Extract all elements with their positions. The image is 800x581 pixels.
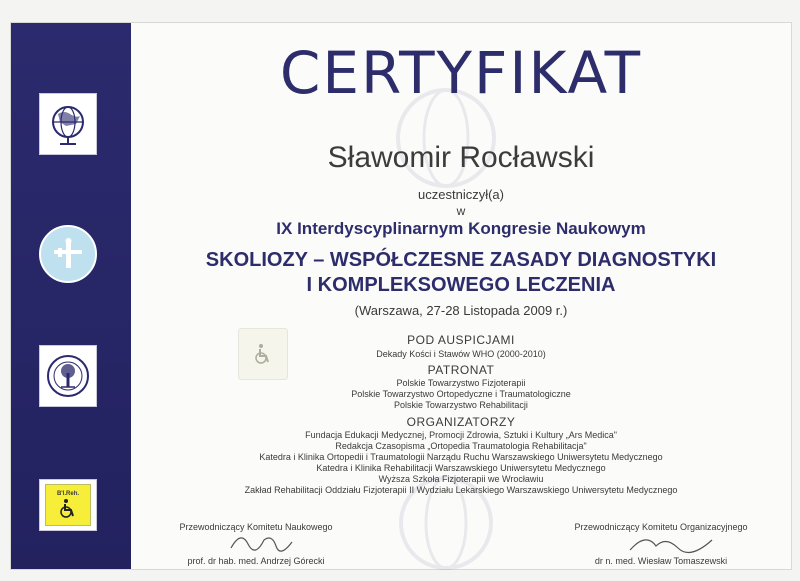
organizer-item: Zakład Rehabilitacji Oddziału Fizjoterapii II Wydziału Lekarskiego Warszawskiego Uniwersytetu Medycznego	[244, 485, 678, 495]
patronage-item: Polskie Towarzystwo Fizjoterapii	[396, 378, 526, 388]
organizers-heading: ORGANIZATORZY	[406, 415, 516, 429]
patronage-heading: PATRONAT	[427, 363, 495, 377]
organizer-item: Wyższa Szkoła Fizjoterapii we Wrocławiu	[378, 474, 544, 484]
signature-right	[571, 522, 751, 566]
patronage-item: Polskie Towarzystwo Ortopedyczne i Traumatologiczne	[351, 389, 571, 399]
organizer-item: Katedra i Klinika Rehabilitacji Warszawskiego Uniwersytetu Medycznego	[316, 463, 606, 473]
preposition-text: w	[456, 204, 466, 218]
logo-rehab-text: B'I.Reh.	[56, 491, 80, 497]
auspices-text: Dekady Kości i Stawów WHO (2000-2010)	[376, 349, 546, 359]
certificate-title: CERTYFIKAT	[279, 39, 643, 107]
auspices-heading: POD AUSPICJAMI	[407, 333, 515, 347]
recipient-name: Sławomir Rocławski	[327, 141, 595, 174]
congress-name: IX Interdyscyplinarnym Kongresie Naukowym	[276, 219, 646, 238]
participation-text: uczestniczył(a)	[418, 187, 504, 202]
organizer-item: Redakcja Czasopisma „Ortopedia Traumatologia Rehabilitacja"	[335, 441, 587, 451]
topic-line-2: I KOMPLEKSOWEGO LECZENIA	[306, 274, 616, 296]
signature-scribble-right	[626, 526, 716, 558]
signature-right-name: dr n. med. Wiesław Tomaszewski	[594, 556, 728, 566]
signature-left	[171, 522, 341, 566]
signature-left-role: Przewodniczący Komitetu Naukowego	[179, 522, 333, 532]
organizer-item: Fundacja Edukacji Medycznej, Promocji Zdrowia, Sztuki i Kultury „Ars Medica"	[305, 430, 617, 440]
logo-bone-joint-decade	[39, 93, 97, 155]
patronage-item: Polskie Towarzystwo Rehabilitacji	[394, 400, 528, 410]
certificate-content	[131, 23, 791, 569]
tree-emblem-icon	[45, 353, 91, 399]
logo-physiotherapy-society	[39, 225, 97, 283]
signature-left-name: prof. dr hab. med. Andrzej Górecki	[187, 556, 325, 566]
person-cross-icon	[48, 234, 88, 274]
logo-rehabilitation	[39, 479, 97, 531]
topic-line-1: SKOLIOZY – WSPÓŁCZESNE ZASADY DIAGNOSTYKI	[205, 249, 717, 271]
logo-orthopedic-society	[39, 345, 97, 407]
place-date: (Warszawa, 27-28 Listopada 2009 r.)	[354, 303, 568, 318]
certificate-page	[10, 22, 792, 570]
signature-scribble-left	[226, 526, 296, 558]
wheelchair-icon	[57, 497, 79, 519]
globe-icon	[46, 100, 90, 148]
organizer-item: Katedra i Klinika Ortopedii i Traumatologii Narządu Ruchu Warszawskiego Uniwersytetu Medycznego	[259, 452, 663, 462]
signature-right-role: Przewodniczący Komitetu Organizacyjnego	[574, 522, 748, 532]
sidebar-band	[11, 23, 131, 569]
